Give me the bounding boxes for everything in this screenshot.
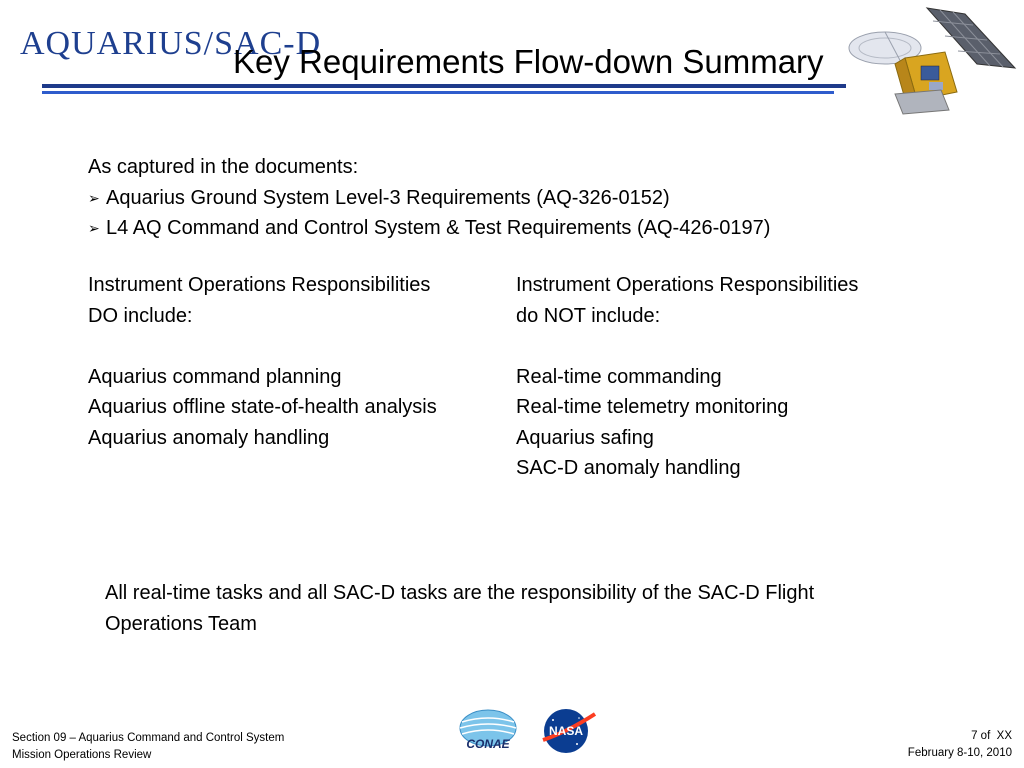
logo-text: AQUARIUS/SAC-D — [20, 25, 322, 62]
responsibility-note: All real-time tasks and all SAC-D tasks are the responsibility of the SAC-D Flight Operations Team — [105, 582, 815, 635]
svg-text:NASA: NASA — [548, 724, 584, 738]
bullet-text: Aquarius Ground System Level-3 Requirements (AQ-326-0152) — [106, 186, 670, 209]
bullet-item — [88, 183, 770, 214]
footer-right — [908, 728, 1012, 762]
header-rule-light — [42, 91, 834, 94]
bullet-item — [88, 213, 770, 244]
page-number: 7 of XX — [971, 730, 1012, 742]
column-subheading: do NOT include: — [516, 304, 661, 327]
footer-section: Section 09 – Aquarius Command and Control System — [12, 732, 285, 744]
intro-section — [88, 152, 770, 244]
list-item: Aquarius anomaly handling — [88, 426, 330, 449]
footer-date: February 8-10, 2010 — [907, 747, 1012, 759]
column-heading: Instrument Operations Responsibilities — [516, 274, 859, 296]
list-item: Real-time telemetry monitoring — [516, 396, 789, 418]
svg-text:CONAE: CONAE — [466, 737, 510, 751]
intro-text: As captured in the documents: — [88, 156, 359, 178]
arrow-bullet-icon: ➢ — [88, 189, 100, 206]
column-subheading: DO include: — [88, 304, 193, 327]
satellite-image — [845, 6, 1023, 116]
list-item: Aquarius safing — [516, 426, 654, 449]
bullet-text: L4 AQ Command and Control System & Test Requirements (AQ-426-0197) — [106, 217, 771, 239]
list-item: Aquarius command planning — [88, 365, 342, 388]
list-item: Aquarius offline state-of-health analysis — [88, 396, 437, 418]
arrow-bullet-icon: ➢ — [88, 220, 100, 236]
list-item: SAC-D anomaly handling — [516, 457, 741, 479]
footer-review: Mission Operations Review — [12, 749, 152, 761]
list-item: Real-time commanding — [516, 365, 722, 388]
nasa-logo — [541, 706, 597, 756]
slide-title: Key Requirements Flow-down Summary — [233, 43, 824, 80]
do-include-column — [88, 270, 437, 453]
footer-left — [12, 730, 284, 764]
column-heading: Instrument Operations Responsibilities — [88, 274, 431, 296]
header-rule-dark — [42, 84, 846, 88]
do-not-include-column — [516, 270, 858, 484]
conae-logo — [458, 708, 522, 760]
